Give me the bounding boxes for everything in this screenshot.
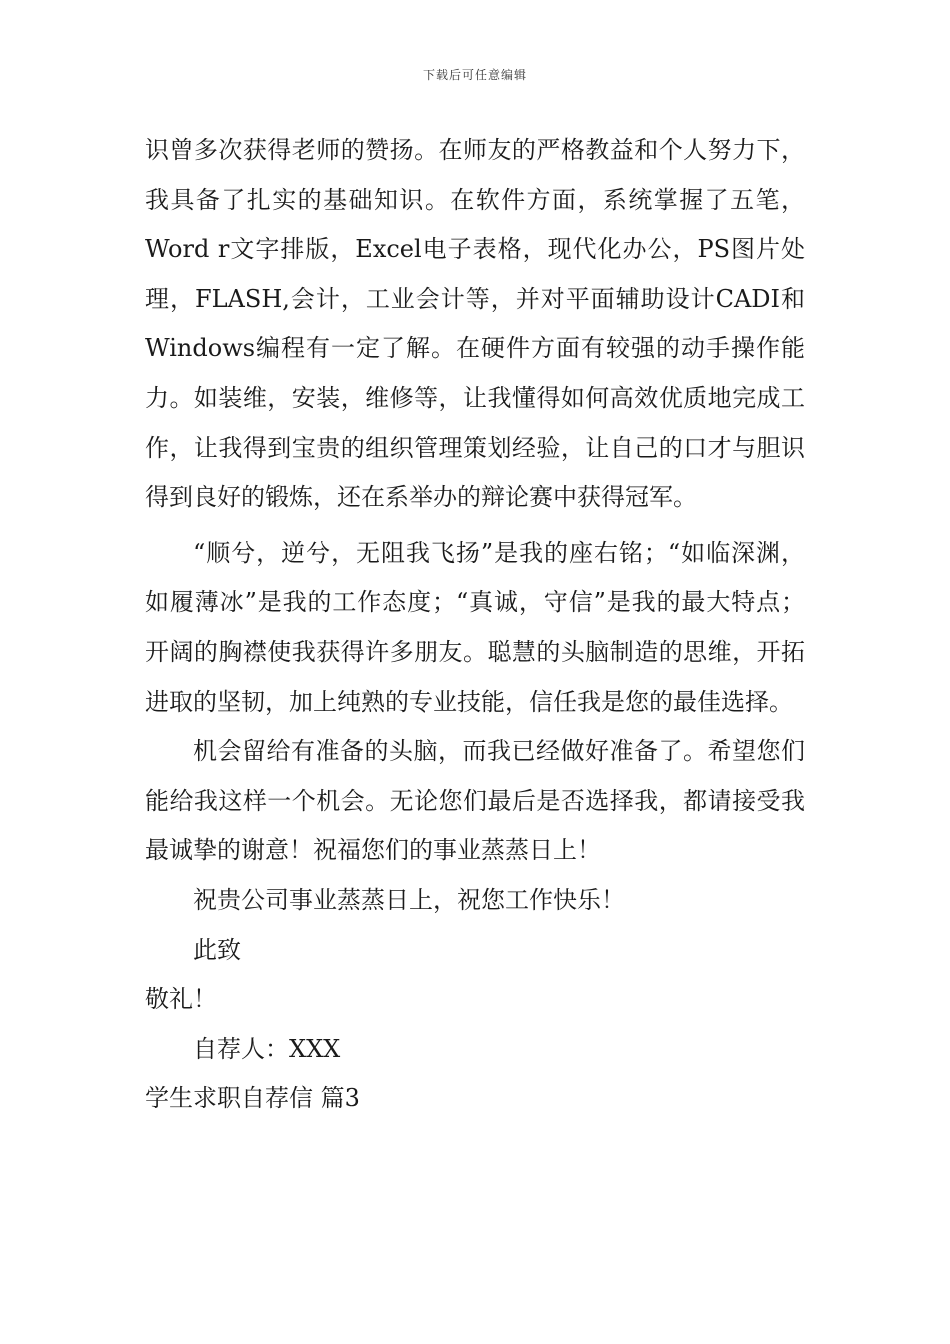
letter-body <box>145 126 805 1124</box>
closing-jingli: 敬礼！ <box>145 985 217 1014</box>
paragraph-wishes: 祝贵公司事业蒸蒸日上，祝您工作快乐！ <box>193 885 625 914</box>
closing-cizhi: 此致 <box>193 935 241 964</box>
section-title-next: 学生求职自荐信 篇3 <box>145 1084 360 1113</box>
paragraph-skills: 识曾多次获得老师的赞扬。在师友的严格教益和个人努力下，我具备了扎实的基础知识。在软件方面，系统掌握了五笔，Word r文字排版，Excel电子表格，现代化办公，PS图片处理，FLASH,会计，工业会计等，并对平面辅助设计CADI和Windows编程有一定了解。在硬件方面有较强的动手操作能力。如装维，安装，维修等，让我懂得如何高效优质地完成工作，让我得到宝贵的组织管理策划经验，让自己的口才与胆识得到良好的锻炼，还在系举办的辩论赛中获得冠军。 <box>145 136 805 512</box>
page-header-note: 下载后可任意编辑 <box>422 68 527 82</box>
paragraph-opportunity: 机会留给有准备的头脑，而我已经做好准备了。希望您们能给我这样一个机会。无论您们最后是否选择我，都请接受我最诚挚的谢意！祝福您们的事业蒸蒸日上！ <box>145 737 805 865</box>
signature-line: 自荐人：XXX <box>193 1034 341 1063</box>
paragraph-motto: “顺兮，逆兮，无阻我飞扬”是我的座右铭；“如临深渊，如履薄冰”是我的工作态度；“真诚，守信”是我的最大特点；开阔的胸襟使我获得许多朋友。聪慧的头脑制造的思维，开拓进取的坚韧，加上纯熟的专业技能，信任我是您的最佳选择。 <box>145 538 805 716</box>
